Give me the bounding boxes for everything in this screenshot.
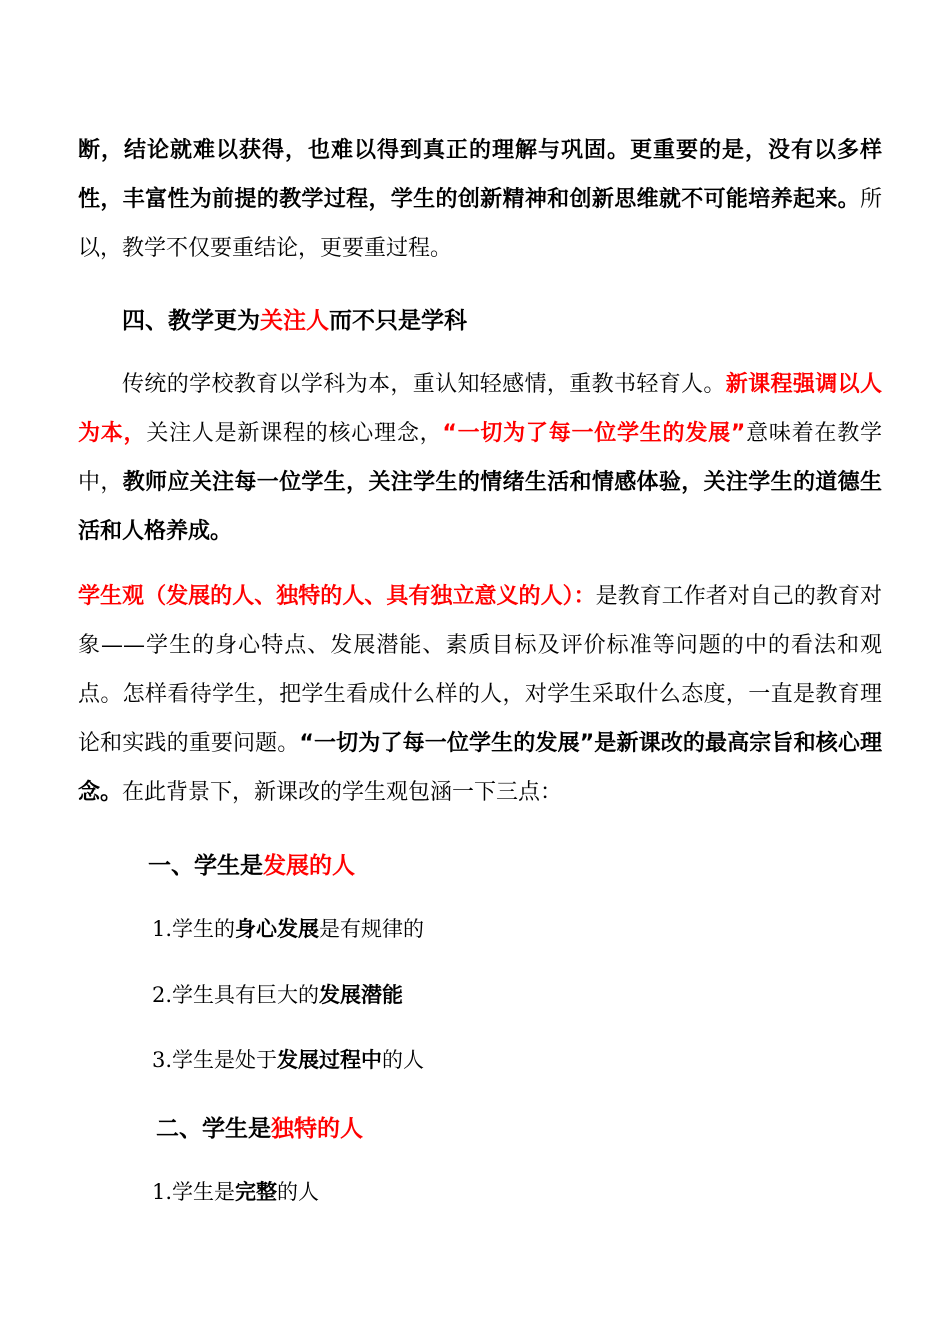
bold-text: “一切为了每一位学生的发展”是新课改的最高宗旨和核心理念。 [78,731,882,805]
item-text: 1.学生是 [152,1180,236,1204]
list-item [152,979,403,1009]
item-text: 2.学生具有巨大的 [152,983,320,1007]
item-text: 3.学生是处于 [152,1048,278,1072]
paragraph-focus-on-people [78,360,882,556]
bold-text: 教师应关注每一位学生，关注学生的情绪生活和情感体验，关注学生的道德生活和人格养成。 [78,470,882,544]
list-item [152,913,424,943]
body-text: 关注人是新课程的核心理念， [146,421,443,446]
section-heading-4 [122,302,467,335]
paragraph-process [78,126,882,273]
item-text: 的人 [382,1048,425,1072]
heading-highlight: 独特的人 [271,1116,363,1142]
heading-text: 而不只是学科 [329,308,467,334]
item-bold: 身心发展 [235,917,320,941]
list-item [152,1176,319,1206]
highlight-text: 学生观（发展的人、独特的人、具有独立意义的人）： [78,584,596,609]
item-text: 是有规律的 [319,917,425,941]
paragraph-student-view [78,572,882,817]
body-text: 传统的学校教育以学科为本，重认知轻感情，重教书轻育人。 [122,372,726,397]
body-text: 意味着在教学中， [78,421,882,495]
bold-text: 断，结论就难以获得，也难以得到真正的理解与巩固。更重要的是，没有以多样性，丰富性为前提的教学过程，学生的创新精神和创新思维就不可能培养起来。 [78,138,882,212]
heading-text: 四、教学更为 [122,308,260,334]
list-item [152,1044,424,1074]
body-text: 所以，教学不仅要重结论，更要重过程。 [78,187,882,261]
item-bold: 发展过程中 [277,1048,383,1072]
highlight-text: “一切为了每一位学生的发展” [442,421,746,446]
heading-text: 一、学生是 [148,853,263,879]
highlight-text: 新课程强调以人为本， [78,372,882,446]
item-bold: 发展潜能 [319,983,404,1007]
subheading-developing-person [148,847,355,880]
item-bold: 完整 [235,1180,278,1204]
body-text: 在此背景下，新课改的学生观包涵一下三点： [122,780,563,805]
heading-text: 二、学生是 [156,1116,271,1142]
heading-highlight: 发展的人 [263,853,355,879]
body-text: 是教育工作者对自己的教育对象——学生的身心特点、发展潜能、素质目标及评价标准等问题的中的看法和观点。怎样看待学生，把学生看成什么样的人，对学生采取什么态度，一直是教育理论和实践的重要问题。 [78,584,882,756]
item-text: 1.学生的 [152,917,236,941]
subheading-unique-person [156,1110,363,1143]
item-text: 的人 [277,1180,320,1204]
heading-highlight: 关注人 [260,308,329,334]
